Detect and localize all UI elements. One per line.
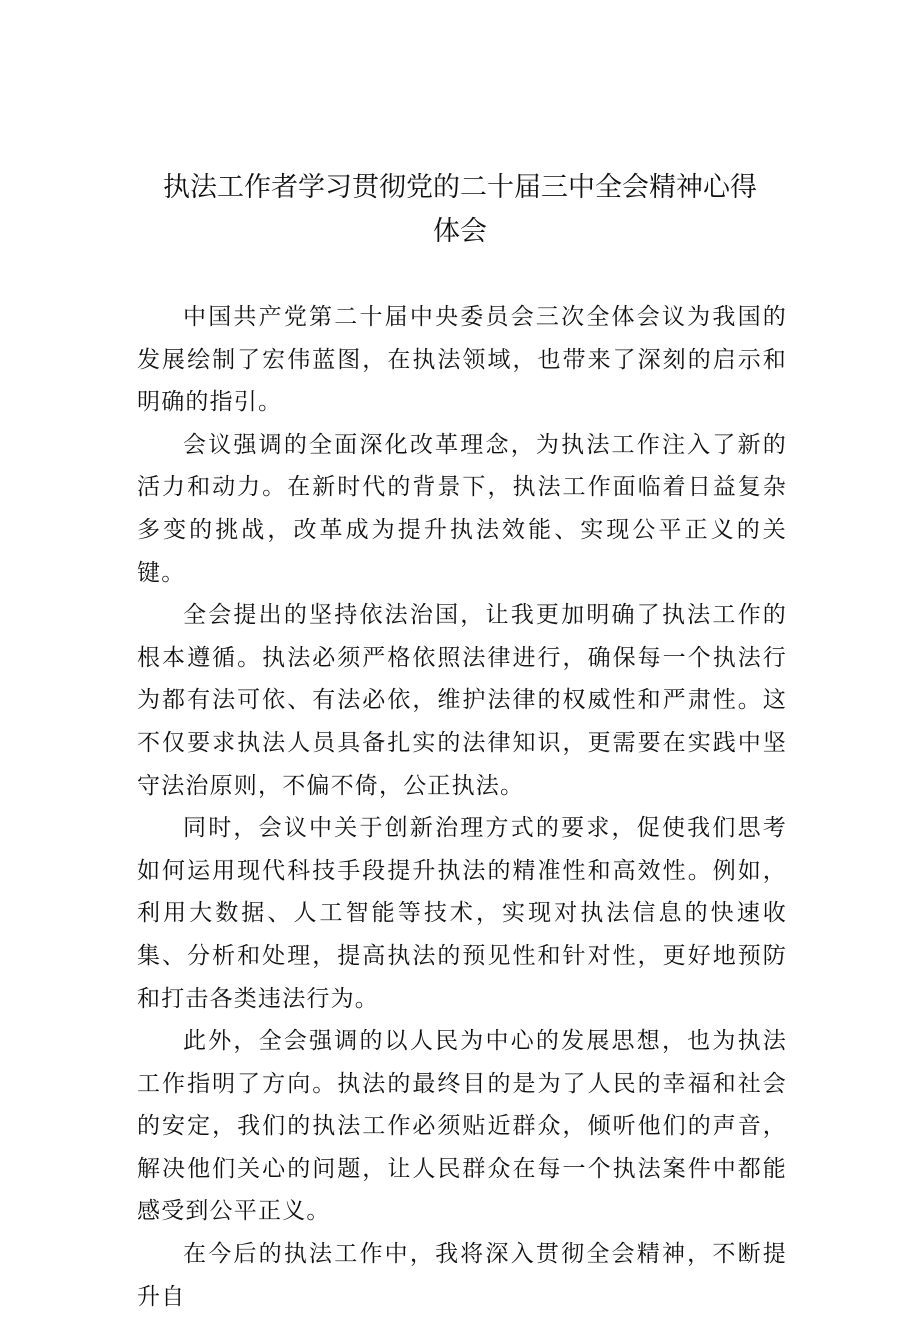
paragraph: 此外，全会强调的以人民为中心的发展思想，也为执法工作指明了方向。执法的最终目的是为了人民的幸福和社会的安定，我们的执法工作必须贴近群众，倾听他们的声音，解决他们关心的问题，让人民群众在每一个执法案件中都能感受到公平正义。 <box>137 1028 787 1225</box>
paragraph: 同时，会议中关于创新治理方式的要求，促使我们思考如何运用现代科技手段提升执法的精准性和高效性。例如，利用大数据、人工智能等技术，实现对执法信息的快速收集、分析和处理，提高执法的预见性和针对性，更好地预防和打击各类违法行为。 <box>137 815 787 1012</box>
document-title: 执法工作者学习贯彻党的二十届三中全会精神心得体会 <box>163 172 757 247</box>
paragraph: 中国共产党第二十届中央委员会三次全体会议为我国的发展绘制了宏伟蓝图，在执法领域，也带来了深刻的启示和明确的指引。 <box>137 304 787 416</box>
paragraph: 会议强调的全面深化改革理念，为执法工作注入了新的活力和动力。在新时代的背景下，执法工作面临着日益复杂多变的挑战，改革成为提升执法效能、实现公平正义的关键。 <box>137 431 787 586</box>
document-body <box>137 296 787 1318</box>
paragraph: 在今后的执法工作中，我将深入贯彻全会精神，不断提升自 <box>137 1241 787 1310</box>
paragraph: 全会提出的坚持依法治国，让我更加明确了执法工作的根本遵循。执法必须严格依照法律进行，确保每一个执法行为都有法可依、有法必依，维护法律的权威性和严肃性。这不仅要求执法人员具备扎实的法律知识，更需要在实践中坚守法治原则，不偏不倚，公正执法。 <box>137 602 787 799</box>
